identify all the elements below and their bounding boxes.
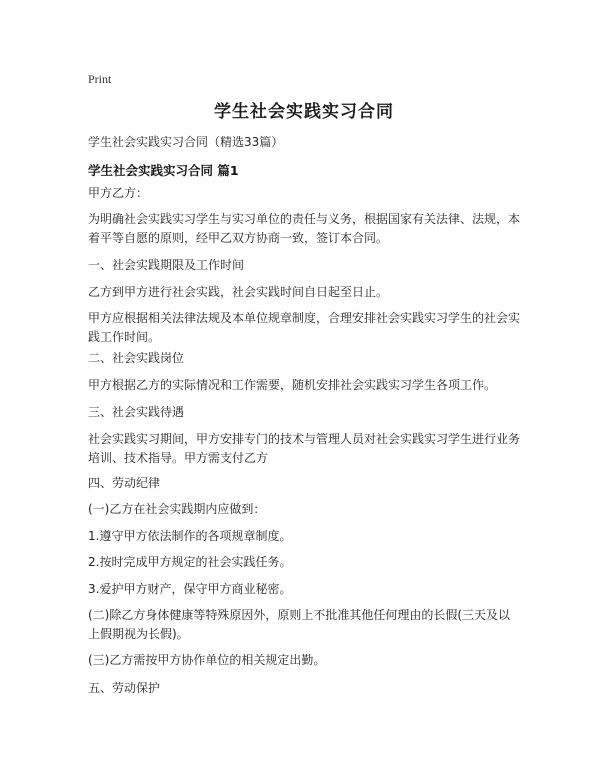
list-item-tasks: 2.按时完成甲方规定的社会实践任务。	[88, 555, 292, 569]
list-item-rules: 1.遵守甲方依法制作的各项规章制度。	[88, 529, 292, 543]
clause-heading-treatment: 三、社会实践待遇	[88, 405, 185, 419]
document-subtitle: 学生社会实践实习合同（精选33篇）	[88, 135, 284, 149]
clause-heading-labor-protection: 五、劳动保护	[88, 681, 161, 695]
clause-heading-discipline: 四、劳动纪律	[88, 476, 161, 490]
paragraph-attendance: (三)乙方需按甲方协作单位的相关规定出勤。	[88, 653, 326, 667]
clause-heading-position: 二、社会实践岗位	[88, 351, 185, 365]
clause-heading-period: 一、社会实践期限及工作时间	[88, 258, 245, 272]
document-title: 学生社会实践实习合同	[214, 102, 394, 122]
section-heading: 学生社会实践实习合同 篇1	[88, 163, 239, 178]
paragraph-discipline-intro: (一)乙方在社会实践期内应做到：	[88, 502, 266, 516]
paragraph-working-hours: 甲方应根据相关法律法规及本单位规章制度，合理安排社会实践实习学生的社会实践工作时间。	[88, 311, 521, 344]
paragraph-leave: (二)除乙方身体健康等特殊原因外，原则上不批准其他任何理由的长假(三天及以上假期视为长假)。	[88, 608, 511, 641]
list-item-property: 3.爱护甲方财产，保守甲方商业秘密。	[88, 582, 292, 596]
paragraph-treatment: 社会实践实习期间，甲方安排专门的技术与管理人员对社会实践实习学生进行业务培训、技术指导。甲方需支付乙方	[88, 432, 521, 465]
paragraph-period: 乙方到甲方进行社会实践，社会实践时间自日起至日止。	[88, 285, 389, 299]
paragraph-parties: 甲方乙方：	[88, 186, 149, 200]
paragraph-purpose: 为明确社会实践实习学生与实习单位的责任与义务，根据国家有关法律、法规，本着平等自愿的原则，经甲乙双方协商一致，签订本合同。	[88, 212, 521, 245]
print-label: Print	[88, 72, 112, 86]
paragraph-position: 甲方根据乙方的实际情况和工作需要，随机安排社会实践实习学生各项工作。	[88, 378, 497, 392]
